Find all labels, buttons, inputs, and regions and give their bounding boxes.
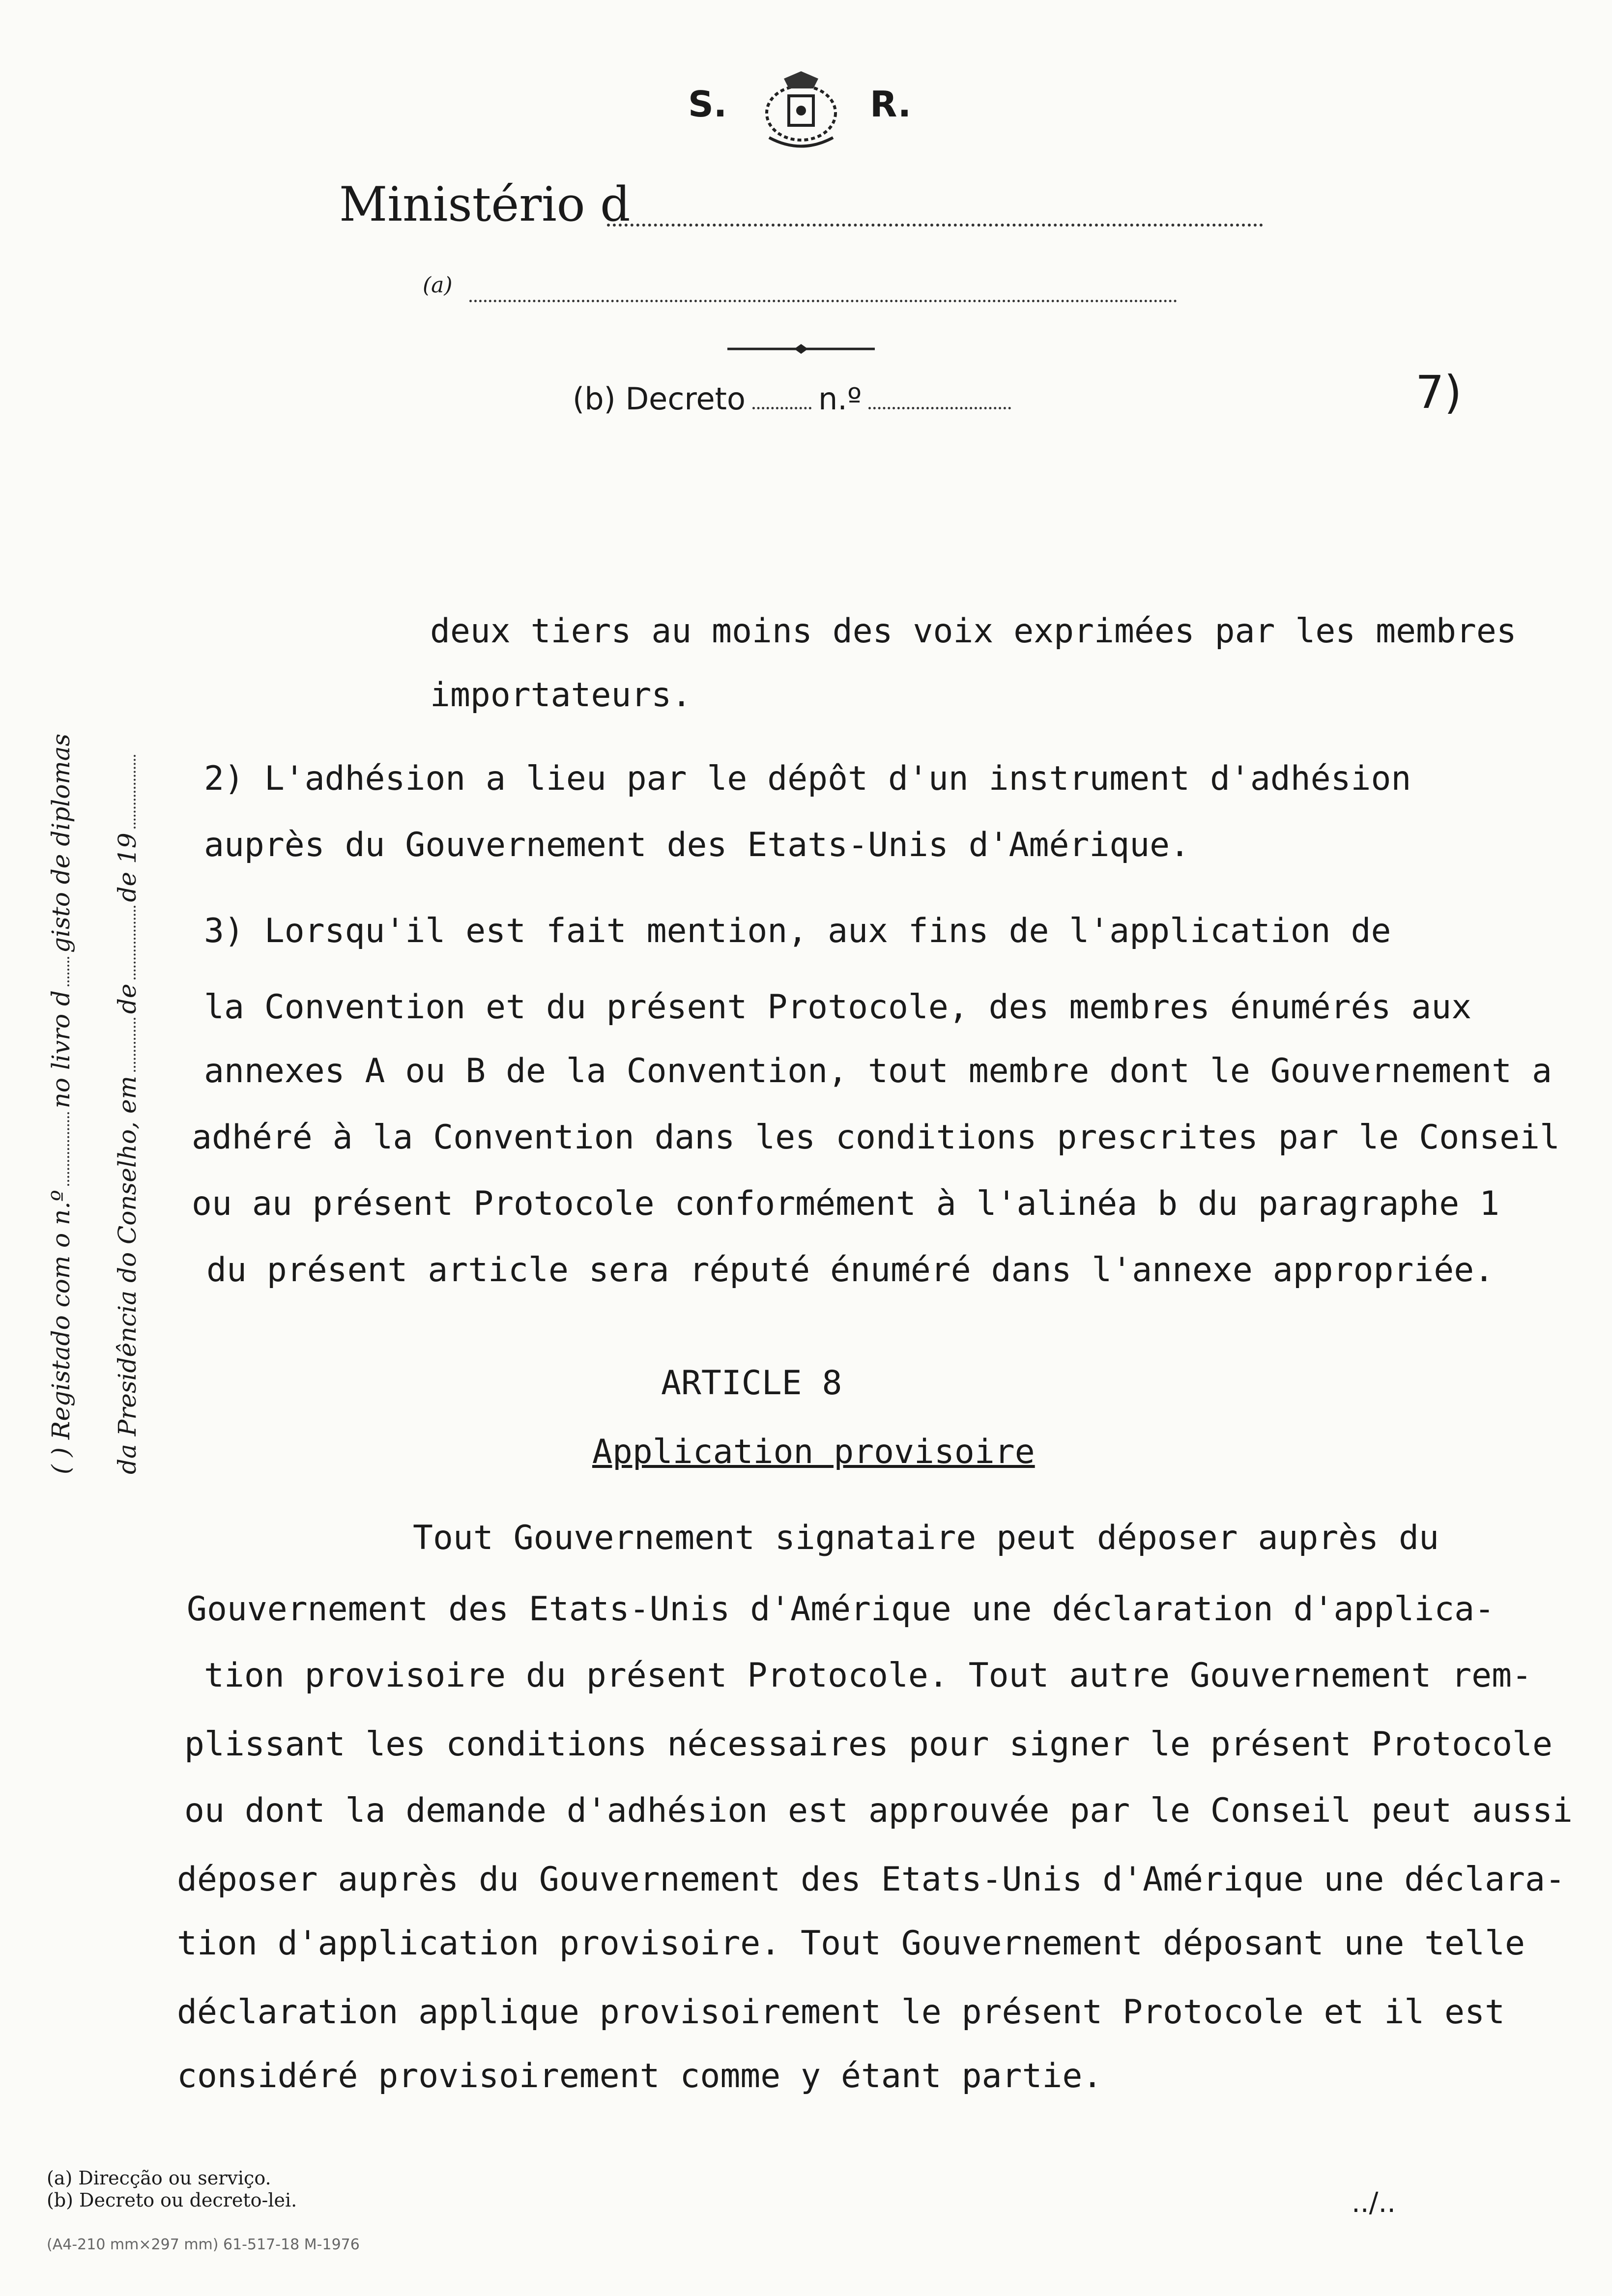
article-line: déposer auprès du Gouvernement des Etats-Unis d'Amérique une déclara-	[177, 1860, 1565, 1899]
article-heading: ARTICLE 8	[661, 1364, 842, 1403]
article-line: tion provisoire du présent Protocole. Tout autre Gouvernement rem-	[204, 1656, 1532, 1695]
margin-fill-line	[134, 906, 136, 980]
continued-mark: ../..	[1352, 2187, 1396, 2219]
coat-of-arms-emblem	[749, 69, 853, 152]
print-reference: (A4-210 mm×297 mm) 61-517-18 M-1976	[47, 2236, 360, 2253]
margin-registration-note-2	[113, 751, 142, 1474]
footnote-a: (a) Direcção ou serviço.	[47, 2167, 271, 2189]
margin-fill-line	[134, 755, 136, 829]
margin-note-text: de 19	[113, 832, 142, 902]
article-line: déclaration applique provisoirement le présent Protocole et il est	[177, 1993, 1505, 2032]
margin-note-text: ( ) Registado com o n.º	[47, 1190, 75, 1474]
article-line: Gouvernement des Etats-Unis d'Amérique une déclaration d'applica-	[187, 1590, 1495, 1629]
body-line: ou au présent Protocole conformément à l'alinéa b du paragraphe 1	[192, 1184, 1500, 1223]
body-line: adhéré à la Convention dans les conditions prescrites par le Conseil	[192, 1118, 1560, 1157]
header-letter-r: R.	[870, 84, 912, 125]
service-fill-line	[469, 300, 1177, 302]
article-subheading: Application provisoire	[592, 1433, 1035, 1471]
article-line: considéré provisoirement comme y étant partie.	[177, 2057, 1103, 2095]
margin-registration-note-1	[47, 734, 75, 1474]
body-line: du présent article sera réputé énuméré dans l'annexe appropriée.	[206, 1251, 1495, 1290]
article-line: ou dont la demande d'adhésion est approuvée par le Conseil peut aussi	[184, 1791, 1573, 1830]
body-line: importateurs.	[430, 676, 692, 715]
margin-note-text: no livro d	[47, 990, 75, 1109]
decree-number-fill	[868, 407, 1011, 409]
margin-note-text: gisto de diplomas	[47, 733, 75, 953]
margin-fill-line	[67, 957, 69, 986]
number-label: n.º	[818, 381, 862, 417]
article-line: tion d'application provisoire. Tout Gouvernement déposant une telle	[177, 1924, 1525, 1963]
margin-fill-line	[134, 1018, 136, 1072]
body-line: 2) L'adhésion a lieu par le dépôt d'un instrument d'adhésion	[204, 759, 1411, 798]
body-line: auprès du Gouvernement des Etats-Unis d'Amérique.	[204, 826, 1190, 864]
decree-label: (b) Decreto	[573, 381, 746, 417]
body-line: annexes A ou B de la Convention, tout membre dont le Gouvernement a	[204, 1052, 1552, 1091]
decree-line	[573, 381, 1011, 417]
body-line: 3) Lorsqu'il est fait mention, aux fins de l'application de	[204, 912, 1391, 950]
article-line: plissant les conditions nécessaires pour signer le présent Protocole	[184, 1725, 1553, 1764]
diamond-divider	[727, 343, 875, 355]
footnote-b: (b) Decreto ou decreto-lei.	[47, 2189, 297, 2211]
ministry-fill-line	[607, 224, 1263, 227]
page-number: 7)	[1415, 366, 1462, 419]
margin-note-text: de	[113, 983, 142, 1014]
margin-fill-line	[67, 1112, 69, 1186]
service-label-a: (a)	[423, 273, 453, 298]
ministry-label: Ministério d	[339, 177, 631, 232]
header-letter-s: S.	[688, 84, 727, 125]
margin-note-text: da Presidência do Conselho, em	[113, 1076, 142, 1474]
article-line: Tout Gouvernement signataire peut déposer auprès du	[413, 1519, 1439, 1557]
body-line: la Convention et du présent Protocole, des membres énumérés aux	[204, 988, 1472, 1027]
body-line: deux tiers au moins des voix exprimées par les membres	[430, 612, 1517, 651]
decree-type-fill	[752, 407, 811, 409]
